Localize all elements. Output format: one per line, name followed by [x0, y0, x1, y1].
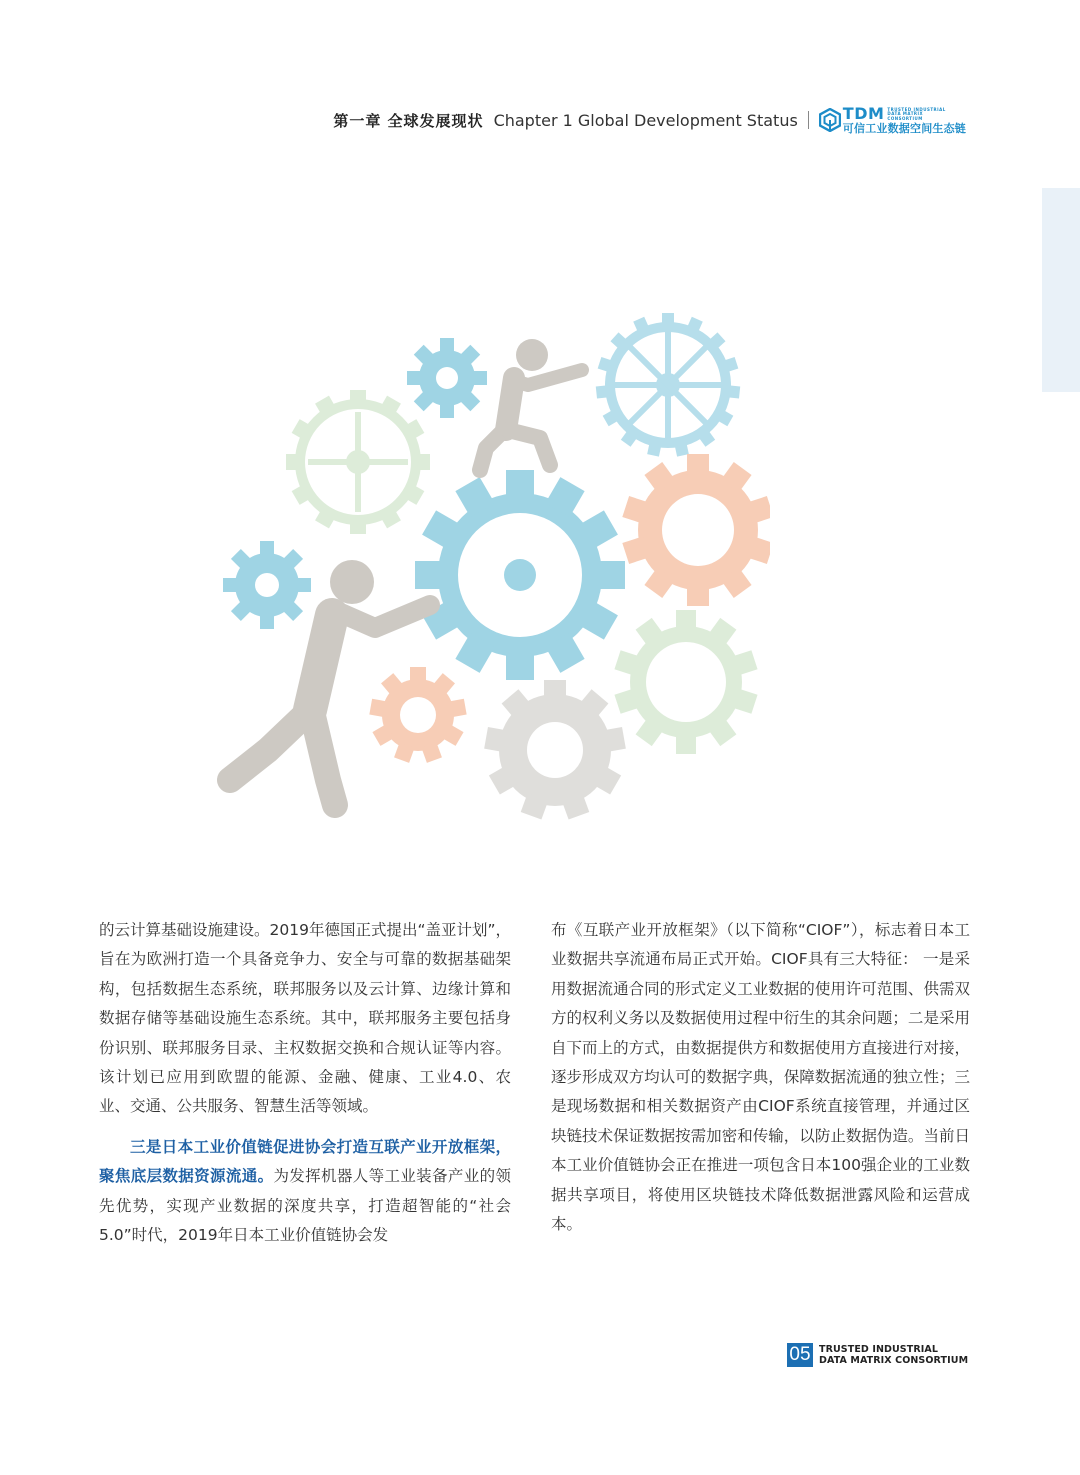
logo-small-line2: DATA MATRIX CONSORTIUM — [887, 111, 924, 122]
logo-cn-text: 可信工业数据空间生态链 — [842, 122, 966, 135]
large-blue-gear-icon — [415, 470, 625, 680]
left-text-column — [99, 916, 511, 1250]
small-blue-gear-icon — [407, 338, 487, 418]
logo-small-line1: TRUSTED INDUSTRIAL — [887, 106, 946, 112]
orange-gear-icon — [622, 454, 770, 606]
green-gear-icon — [614, 610, 757, 754]
logo-tdm-text: TDM — [842, 104, 885, 123]
left-paragraph-1: 的云计算基础设施建设。2019年德国正式提出“盖亚计划”，旨在为欧洲打造一个具备竞争力、安全与可靠的数据基础架构，包括数据生态系统，联邦服务以及云计算、边缘计算和数据存储等基础设施生态系统。其中，联邦服务主要包括身份识别、联邦服务目录、主权数据交换和合规认证等内容。该计划已应用到欧盟的能源、金融、健康、工业4.0、农业、交通、公共服务、智慧生活等领域。 — [99, 921, 512, 1116]
footer-org-name — [819, 1344, 968, 1366]
tdm-logo — [819, 106, 966, 134]
chapter-title-en: Chapter 1 Global Development Status — [493, 110, 798, 130]
small-blue-gear-left-icon — [223, 541, 311, 629]
page-header — [0, 106, 966, 134]
left-paragraph-2 — [99, 1133, 511, 1251]
left-paragraph-2-body: 为发挥机器人等工业装备产业的领先优势，实现产业数据的深度共享，打造超智能的“社会5.0”时代，2019年日本工业价值链协会发 — [99, 1167, 511, 1245]
tdm-logo-icon — [819, 108, 841, 132]
gray-gear-icon — [484, 680, 626, 820]
gears-illustration — [210, 310, 770, 830]
footer-line-2: DATA MATRIX CONSORTIUM — [819, 1355, 969, 1366]
person-pointing-icon — [480, 339, 582, 470]
right-text-column — [551, 916, 970, 1239]
chapter-title-cn: 第一章 全球发展现状 — [333, 111, 484, 130]
page-number: 05 — [787, 1343, 813, 1367]
header-divider — [808, 111, 809, 129]
highlight-heading: 三是日本工业价值链促进协会打造互联产业开放框架，聚焦底层数据资源流通。 — [99, 1137, 511, 1186]
right-paragraph-1: 布《互联产业开放框架》（以下简称“CIOF”），标志着日本工业数据共享流通布局正式开始。CIOF具有三大特征： 一是采用数据流通合同的形式定义工业数据的使用许可范围、供需双方的权利义务以及数据使用过程中衍生的其余问题；二是采用自下而上的方式，由数据提供方和数据使用方直接进行对接，逐步形成双方均认可的数据字典，保障数据流通的独立性；三是现场数据和相关数据资产由CIOF系统直接管理，并通过区块链技术保证数据按需加密和传输，以防止数据伪造。当前日本工业价值链协会正在推进一项包含日本100强企业的工业数据共享项目，将使用区块链技术降低数据泄露风险和运营成本。 — [551, 921, 970, 1234]
side-tab — [1042, 188, 1080, 392]
footer-line-1: TRUSTED INDUSTRIAL — [819, 1344, 938, 1355]
page-footer — [787, 1343, 968, 1367]
green-wheel-gear-icon — [286, 390, 430, 534]
light-blue-wheel-gear-icon — [596, 313, 740, 457]
small-orange-gear-icon — [369, 667, 466, 763]
